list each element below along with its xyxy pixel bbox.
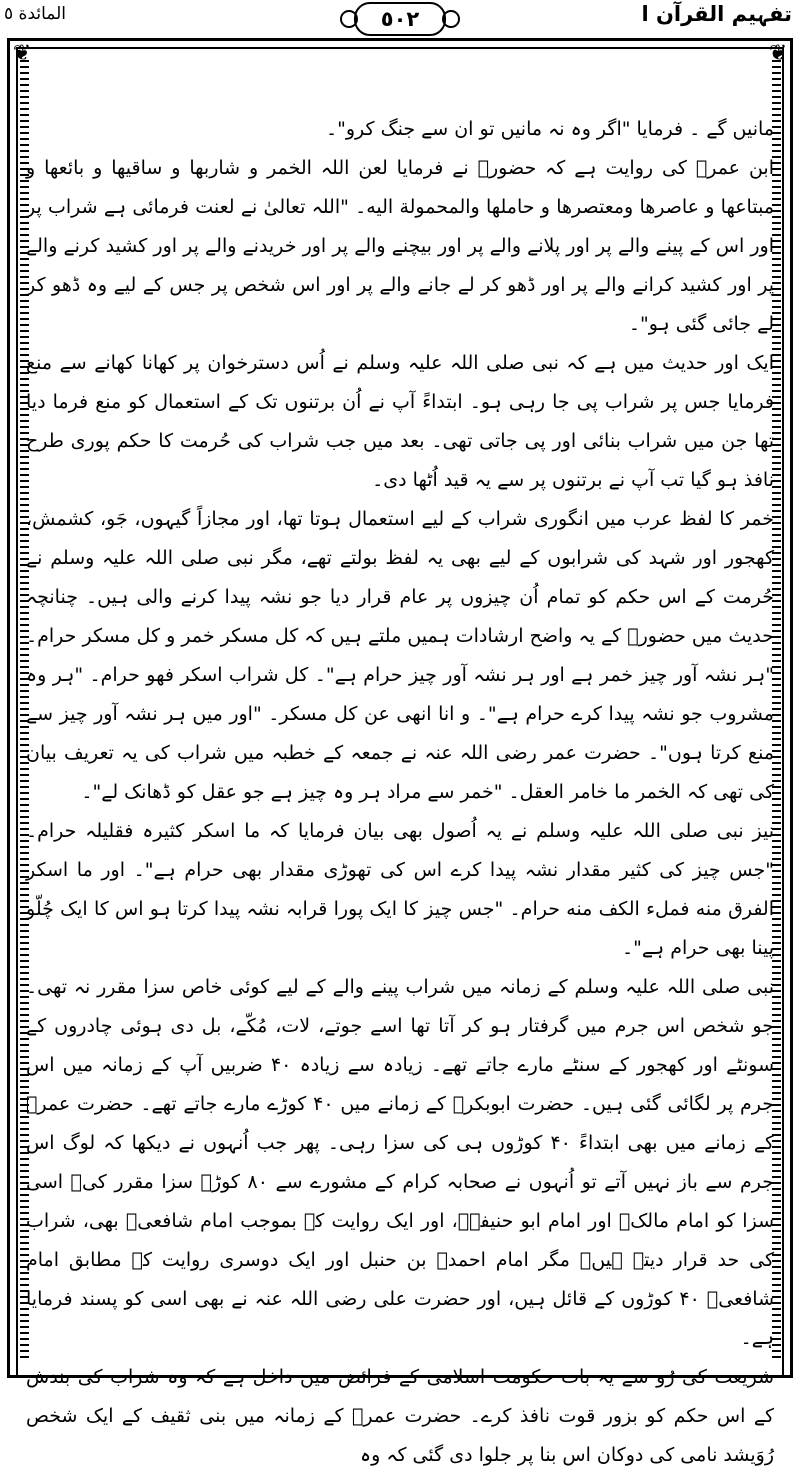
- paragraph: ایک اور حدیث میں ہے کہ نبی صلی اللہ علیہ وسلم نے اُس دسترخوان پر کھانا کھانے سے منع فرمایا جس پر شراب پی جا رہی ہو۔ ابتداءً آپ نے اُن برتنوں تک کے استعمال کو منع فرما دیا تھا جن میں شراب بنائی اور پی جاتی تھی۔ بعد میں جب شراب کی حُرمت کا حکم پوری طرح نافذ ہو گیا تب آپ نے برتنوں پر سے یہ قید اُٹھا دی۔: [26, 352, 774, 491]
- paragraph: مانیں گے ۔ فرمایا "اگر وہ نہ مانیں تو ان سے جنگ کرو"۔: [325, 118, 774, 140]
- page-header: [0, 0, 800, 40]
- paragraph: خمر کا لفظ عرب میں انگوری شراب کے لیے استعمال ہوتا تھا، اور مجازاً گیہوں، جَو، کشمش، کھجور اور شہد کی شرابوں کے لیے بھی یہ لفظ بولتے تھے، مگر نبی صلی اللہ علیہ وسلم نے حُرمت کے اس حکم کو تمام اُن چیزوں پر عام قرار دیا جو نشہ پیدا کرنے والی ہیں۔ چنانچہ حدیث میں حضورؐ کے یہ واضح ارشادات ہمیں ملتے ہیں کہ کل مسکر خمر و کل مسکر حرام۔ "ہر نشہ آور چیز خمر ہے اور ہر نشہ آور چیز حرام ہے"۔ کل شراب اسکر فھو حرام۔ "ہر وہ مشروب جو نشہ پیدا کرے حرام ہے"۔ و انا انھی عن کل مسکر۔ "اور میں ہر نشہ آور چیز سے منع کرتا ہوں"۔ حضرت عمر رضی اللہ عنہ نے جمعہ کے خطبہ میں شراب کی یہ تعریف بیان کی تھی کہ الخمر ما خامر العقل۔ "خمر سے مراد ہر وہ چیز ہے جو عقل کو ڈھانک لے"۔: [26, 508, 774, 803]
- paragraph: شریعت کی رُو سے یہ بات حکومت اسلامی کے فرائض میں داخل ہے کہ وہ شراب کی بندش کے اس حکم کو بزور قوت نافذ کرے۔ حضرت عمرؓ کے زمانہ میں بنی ثقیف کے ایک شخص رُوَیشد نامی کی دوکان اس بنا پر جلوا دی گئی کہ وہ: [26, 1366, 774, 1466]
- surah-title: المائدة ٥: [4, 4, 67, 24]
- corner-ornament-icon: ❦: [768, 41, 788, 66]
- book-title: تفہیم القرآن ا: [641, 2, 792, 26]
- paragraph: ابن عمرؓ کی روایت ہے کہ حضورؐ نے فرمایا لعن اللہ الخمر و شاربها و ساقیها و بائعها و مبتاعها و عاصرها ومعتصرها و حاملها والمحمولة الیه۔ "اللہ تعالیٰ نے لعنت فرمائی ہے شراب پر اور اس کے پینے والے پر اور پلانے والے پر اور بیچنے والے پر اور خریدنے والے پر اور کشید کرنے والے پر اور کشید کرانے والے پر اور ڈھو کر لے جانے والے پر اور اس شخص پر جس کے لیے وہ ڈھو کر لے جائی گئی ہو"۔: [26, 157, 774, 335]
- page-number: ٥٠٢: [354, 2, 446, 36]
- corner-ornament-icon: ❦: [12, 41, 32, 66]
- page-body: [26, 110, 774, 1475]
- paragraph: نبی صلی اللہ علیہ وسلم کے زمانہ میں شراب پینے والے کے لیے کوئی خاص سزا مقرر نہ تھی۔ جو شخص اس جرم میں گرفتار ہو کر آتا تھا اسے جوتے، لات، مُکّے، بل دی ہوئی چادروں کے سونٹے اور کھجور کے سنٹے مارے جاتے تھے۔ زیادہ سے زیادہ ۴۰ ضربیں آپ کے زمانہ میں اس جرم پر لگائی گئی ہیں۔ حضرت ابوبکرؓ کے زمانے میں ۴۰ کوڑے مارے جاتے تھے۔ حضرت عمرؓ کے زمانے میں بھی ابتداءً ۴۰ کوڑوں ہی کی سزا رہی۔ پھر جب اُنہوں نے دیکھا کہ لوگ اس جرم سے باز نہیں آتے تو اُنہوں نے صحابہ کرام کے مشورے سے ۸۰ کوڑے سزا مقرر کی۔ اسی سزا کو امام مالکؒ اور امام ابو حنیفہؒ، اور ایک روایت کے بموجب امام شافعیؒ بھی، شراب کی حد قرار دیتے ہیں۔ مگر امام احمدؒ بن حنبل اور ایک دوسری روایت کے مطابق امام شافعیؒ ۴۰ کوڑوں کے قائل ہیں، اور حضرت علی رضی اللہ عنہ نے بھی اسی کو پسند فرمایا ہے۔: [26, 976, 775, 1349]
- paragraph: نیز نبی صلی اللہ علیہ وسلم نے یہ اُصول بھی بیان فرمایا کہ ما اسکر کثیرہ فقلیلہ حرام۔ "جس چیز کی کثیر مقدار نشہ پیدا کرے اس کی تھوڑی مقدار بھی حرام ہے"۔ اور ما اسکر الفرق منه فملء الکف منه حرام۔ "جس چیز کا ایک پورا قرابہ نشہ پیدا کرتا ہو اس کا ایک چُلّو پینا بھی حرام ہے"۔: [26, 820, 774, 959]
